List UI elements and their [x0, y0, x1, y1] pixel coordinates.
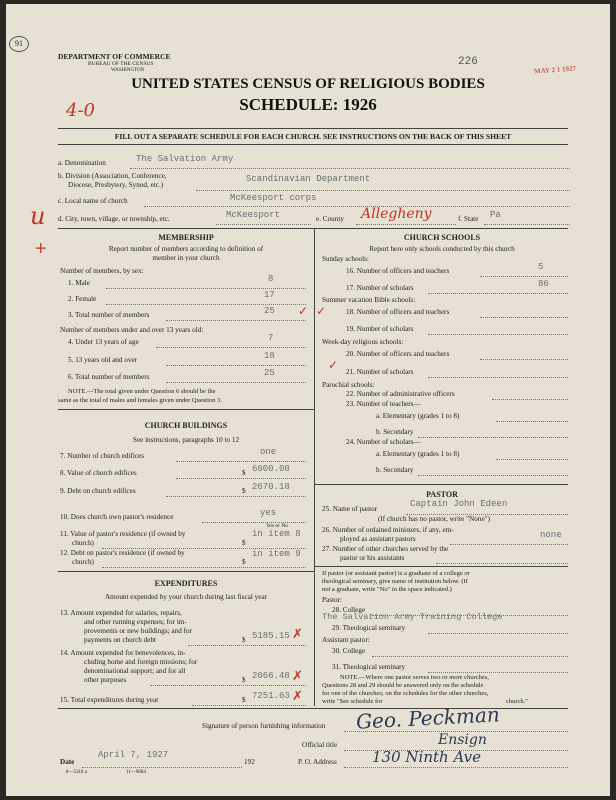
- city-value: McKeesport: [226, 210, 281, 220]
- q23-label: 23. Number of teachers—: [346, 400, 421, 408]
- dept-label: DEPARTMENT OF COMMERCE: [58, 52, 171, 61]
- q4-value: 7: [268, 333, 274, 343]
- official-title-label: Official title: [302, 741, 338, 749]
- q12-value: in item 9: [252, 549, 301, 559]
- form-number: 226: [458, 56, 478, 68]
- q13-label-1: 13. Amount expended for salaries, repairs,: [60, 609, 182, 617]
- q30-label: 30. College: [332, 647, 366, 655]
- q16-label: 16. Number of officers and teachers: [346, 267, 450, 275]
- signature-label: Signature of person furnishing information: [202, 722, 326, 730]
- po-address-value: 130 Ninth Ave: [372, 748, 482, 766]
- washington-label: WASHINGTON: [111, 68, 145, 73]
- denomination-value: The Salvation Army: [136, 154, 234, 164]
- q14-dollar: $: [242, 676, 246, 684]
- q19-label: 19. Number of scholars: [346, 325, 414, 333]
- q3-check: ✓: [298, 304, 309, 318]
- yes-no-hint: Yes or No: [266, 523, 289, 529]
- q18-check: ✓: [316, 304, 327, 318]
- schedule-title: SCHEDULE: 1926: [239, 95, 377, 114]
- q13-label-4: payments on church debt: [84, 636, 157, 644]
- q15-value: 7251.63: [252, 691, 290, 701]
- red-code-mark: 4-0: [66, 100, 95, 121]
- q2-label: 2. Female: [68, 295, 97, 303]
- header-rule-top: [58, 128, 568, 129]
- center-divider: [314, 228, 315, 706]
- denomination-label: a. Denomination: [58, 159, 106, 167]
- summer-schools-label: Summer vacation Bible schools:: [322, 296, 416, 304]
- q27-label-2: pastor or his assistants: [340, 554, 405, 562]
- official-title-value: Ensign: [438, 732, 487, 748]
- date-label: Date: [60, 758, 75, 766]
- buildings-title: CHURCH BUILDINGS: [144, 421, 228, 430]
- received-stamp: MAY 2 1 1927: [533, 64, 577, 76]
- section-rule-4: [314, 484, 568, 485]
- q15-label: 15. Total expenditures during year: [60, 696, 159, 704]
- members-by-age: Number of members under and over 13 years old:: [60, 326, 204, 334]
- corner-number: 91: [9, 36, 29, 52]
- form-code-2: 11—6684: [126, 770, 146, 775]
- q29-value: The Salvation Army Training College: [322, 612, 503, 622]
- pastor-note-1: NOTE.—Where one pastor serves two or more churches,: [340, 674, 489, 681]
- city-label: d. City, town, village, or township, etc.: [58, 215, 170, 223]
- q14-label-3: denominational support; and for all: [84, 667, 186, 675]
- county-label: e. County: [316, 215, 344, 223]
- section-rule-5: [314, 566, 568, 567]
- q26-label-2: ployed as assistant pastors: [340, 535, 416, 543]
- q3-value: 25: [264, 306, 275, 316]
- q8-value: 6000.00: [252, 464, 290, 474]
- graduate-note-2: theological seminary, give name of institution below. (If: [322, 578, 468, 585]
- section-rule-3: [58, 571, 314, 572]
- county-value: Allegheny: [361, 206, 432, 222]
- pastor-note-5: church.": [506, 698, 528, 705]
- q2-value: 17: [264, 290, 275, 300]
- q31-label: 31. Theological seminary: [332, 663, 406, 671]
- q7-label: 7. Number of church edifices: [60, 452, 145, 460]
- q24-label: 24. Number of scholars—: [346, 438, 421, 446]
- q7-value: one: [260, 447, 277, 457]
- q6-label: 6. Total number of members: [68, 373, 150, 381]
- q20-label: 20. Number of officers and teachers: [346, 350, 450, 358]
- q14-label-4: other purposes: [84, 676, 127, 684]
- q6-value: 25: [264, 368, 275, 378]
- q17-value: 86: [538, 279, 549, 289]
- state-label: f. State: [458, 215, 479, 223]
- q12-dollar: $: [242, 558, 246, 566]
- local-name-label: c. Local name of church: [58, 197, 128, 205]
- q28-label: 28. College: [332, 606, 366, 614]
- q13-label-3: provements or new buildings; and for: [84, 627, 192, 635]
- expenditures-title: EXPENDITURES: [154, 579, 218, 588]
- red-u-mark: u: [30, 202, 46, 230]
- q29-label: 29. Theological seminary: [332, 624, 406, 632]
- q23a-label: a. Elementary (grades 1 to 8): [376, 412, 460, 420]
- division-label-2: Diocese, Presbytery, Synod, etc.): [68, 181, 164, 189]
- q24a-label: a. Elementary (grades 1 to 8): [376, 450, 460, 458]
- q16-value: 5: [538, 262, 544, 272]
- red-plus-mark: +: [34, 238, 48, 257]
- q14-check: ✗: [292, 668, 303, 683]
- q12-label-2: church): [72, 558, 94, 566]
- assistant-subhead: Assistant pastor:: [322, 636, 370, 644]
- schools-title: CHURCH SCHOOLS: [403, 233, 481, 242]
- q5-value: 18: [264, 351, 275, 361]
- form-title: UNITED STATES CENSUS OF RELIGIOUS BODIES: [131, 76, 485, 92]
- q25-label: 25. Name of pastor: [322, 505, 378, 513]
- census-schedule-page: [6, 4, 610, 796]
- membership-sub-1: Report number of members according to definition of: [108, 245, 264, 253]
- q21-check: ✓: [328, 358, 339, 372]
- membership-note-1: NOTE.—The total given under Question 6 should be the: [68, 388, 216, 395]
- parochial-schools-label: Parochial schools:: [322, 381, 375, 389]
- q13-value: 5185.15: [252, 631, 290, 641]
- q10-label: 10. Does church own pastor's residence: [60, 513, 174, 521]
- q9-dollar: $: [242, 487, 246, 495]
- date-year-suffix: 192: [244, 758, 255, 766]
- members-by-sex: Number of members, by sex:: [60, 267, 144, 275]
- q1-label: 1. Male: [68, 279, 90, 287]
- q15-check: ✗: [292, 688, 303, 703]
- q24b-label: b. Secondary: [376, 466, 414, 474]
- membership-note-2: same as the total of males and females given under Question 3.: [58, 397, 222, 404]
- q11-dollar: $: [242, 539, 246, 547]
- q13-dollar: $: [242, 636, 246, 644]
- signature-value: Geo. Peckman: [355, 702, 501, 734]
- q8-label: 8. Value of church edifices: [60, 469, 137, 477]
- date-value: April 7, 1927: [98, 750, 169, 760]
- section-rule-1: [58, 228, 568, 229]
- q18-label: 18. Number of officers and teachers: [346, 308, 450, 316]
- sunday-schools-label: Sunday schools:: [322, 255, 369, 263]
- pastor-title: PASTOR: [426, 490, 458, 499]
- q11-value: in item 8: [252, 529, 301, 539]
- q26-value: none: [540, 530, 562, 540]
- q25-note: (If church has no pastor, write "None"): [378, 515, 490, 523]
- q22-label: 22. Number of administrative officers: [346, 390, 455, 398]
- q13-check: ✗: [292, 626, 303, 641]
- q11-label-1: 11. Value of pastor's residence (if owned by: [60, 530, 186, 538]
- q13-label-2: and other running expenses; for im-: [84, 618, 187, 626]
- po-address-label: P. O. Address: [298, 758, 337, 766]
- section-rule-2: [58, 409, 314, 410]
- q9-label: 9. Debt on church edifices: [60, 487, 136, 495]
- q17-label: 17. Number of scholars: [346, 284, 414, 292]
- pastor-note-2: Questions 28 and 29 should be answered only on the schedule: [322, 682, 484, 689]
- weekday-schools-label: Week-day religious schools:: [322, 338, 404, 346]
- q4-label: 4. Under 13 years of age: [68, 338, 139, 346]
- q23b-label: b. Secondary: [376, 428, 414, 436]
- q10-value: yes: [260, 508, 277, 518]
- local-name-value: McKeesport corps: [230, 193, 317, 203]
- state-value: Pa: [490, 210, 501, 220]
- q9-value: 2670.18: [252, 482, 290, 492]
- division-label-1: b. Division (Association, Conference,: [58, 172, 167, 180]
- q8-dollar: $: [242, 469, 246, 477]
- membership-sub-2: member in your church: [152, 254, 220, 262]
- q1-value: 8: [268, 274, 274, 284]
- bureau-label: BUREAU OF THE CENSUS: [88, 61, 154, 67]
- q14-label-2: cluding home and foreign missions; for: [84, 658, 198, 666]
- graduate-note-3: not a graduate, write "No" in the space indicated.): [322, 586, 452, 593]
- expenditures-sub: Amount expended by your church during last fiscal year: [104, 593, 268, 601]
- form-code-1: 8—5318 a: [66, 770, 87, 775]
- q3-label: 3. Total number of members: [68, 311, 150, 319]
- membership-title: MEMBERSHIP: [158, 233, 214, 242]
- header-rule-bottom: [58, 144, 568, 145]
- q14-label-1: 14. Amount expended for benevolences, in-: [60, 649, 186, 657]
- q25-value: Captain John Edeen: [410, 499, 508, 509]
- graduate-note-1: If pastor (or assistant pastor) is a graduate of a college or: [322, 570, 470, 577]
- q5-label: 5. 13 years old and over: [68, 356, 138, 364]
- q12-label-1: 12. Debt on pastor's residence (if owned by: [60, 549, 185, 557]
- pastor-note-3: for one of the churches; on the schedules for the other churches,: [322, 690, 489, 697]
- q21-label: 21. Number of scholars: [346, 368, 414, 376]
- pastor-note-4: write "See schedule for: [322, 698, 383, 705]
- q11-label-2: church): [72, 539, 94, 547]
- q14-value: 2066.48: [252, 671, 290, 681]
- q26-label-1: 26. Number of ordained ministers, if any, em-: [322, 526, 454, 534]
- q27-label-1: 27. Number of other churches served by the: [322, 545, 449, 553]
- instruction-line: FILL OUT A SEPARATE SCHEDULE FOR EACH CHURCH. SEE INSTRUCTIONS ON THE BACK OF THIS SHEET: [114, 132, 512, 141]
- division-value: Scandinavian Department: [246, 174, 371, 184]
- buildings-sub: See instructions, paragraphs 10 to 12: [132, 436, 240, 444]
- schools-sub: Report here only schools conducted by this church: [369, 245, 515, 253]
- pastor-subhead: Pastor:: [322, 596, 342, 604]
- q15-dollar: $: [242, 696, 246, 704]
